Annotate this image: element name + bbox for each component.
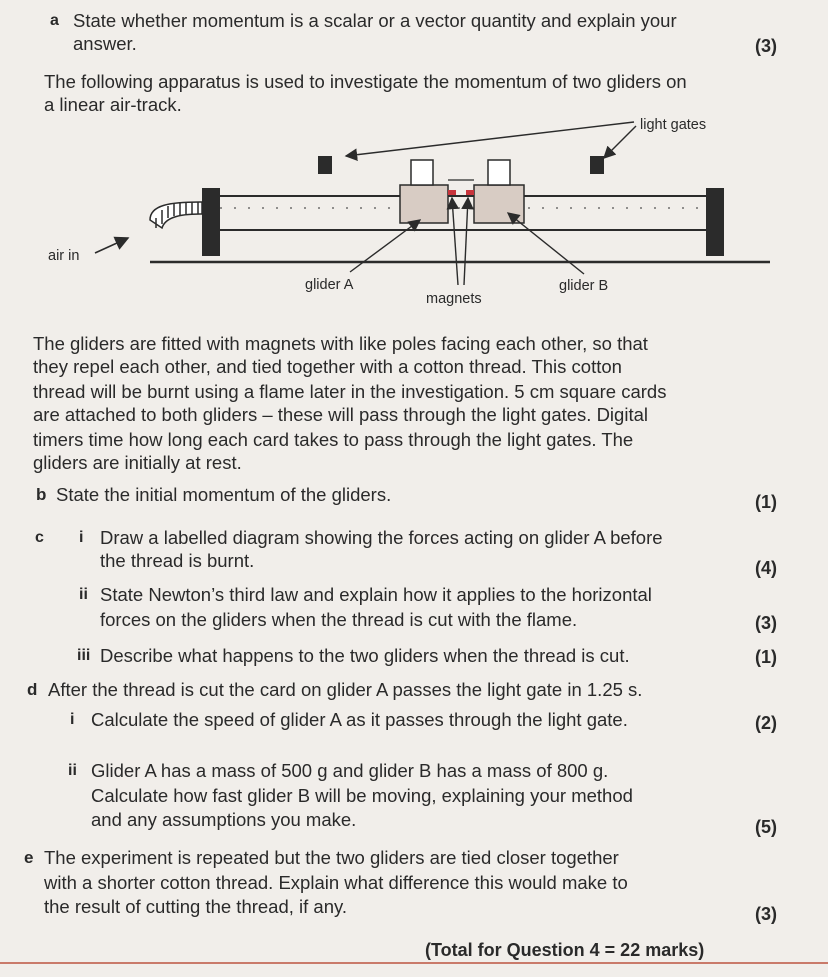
part-e-line1: The experiment is repeated but the two gliders are tied closer together bbox=[44, 847, 619, 868]
part-a-text-line1: State whether momentum is a scalar or a vector quantity and explain your bbox=[73, 10, 677, 31]
part-c-ii-line1: State Newton’s third law and explain how it applies to the horizontal bbox=[100, 584, 652, 605]
part-d-ii-line2: Calculate how fast glider B will be moving, explaining your method bbox=[91, 785, 633, 806]
part-c-i-line2: the thread is burnt. bbox=[100, 550, 255, 571]
part-d-ii-line1: Glider A has a mass of 500 g and glider B has a mass of 800 g. bbox=[91, 760, 609, 781]
part-d-ii-marks: (5) bbox=[755, 817, 777, 837]
label-magnets: magnets bbox=[426, 291, 482, 307]
part-a-letter: a bbox=[50, 12, 59, 29]
part-d-text: After the thread is cut the card on glider A passes the light gate in 1.25 s. bbox=[48, 679, 643, 700]
part-c-letter: c bbox=[35, 529, 44, 546]
part-d-i-marks: (2) bbox=[755, 713, 777, 733]
air-track-diagram bbox=[0, 110, 828, 315]
part-e-line2: with a shorter cotton thread. Explain what difference this would make to bbox=[44, 872, 628, 893]
description-line: The gliders are fitted with magnets with like poles facing each other, so that bbox=[33, 333, 648, 354]
air-hose bbox=[150, 202, 202, 228]
label-glider-b: glider B bbox=[559, 278, 609, 294]
part-b-marks: (1) bbox=[755, 492, 777, 512]
part-a-text-line2: answer. bbox=[73, 33, 137, 54]
part-b-letter: b bbox=[36, 485, 47, 504]
part-a-marks: (3) bbox=[755, 36, 777, 56]
label-air-in: air in bbox=[48, 248, 80, 264]
part-c-ii-marks: (3) bbox=[755, 613, 777, 633]
question-total: (Total for Question 4 = 22 marks) bbox=[425, 940, 705, 960]
part-d-i-num: i bbox=[70, 711, 75, 728]
part-c-i-num: i bbox=[79, 529, 84, 546]
magnet-pointer-a bbox=[452, 198, 458, 285]
label-glider-a: glider A bbox=[305, 277, 354, 293]
glider-a-card bbox=[411, 160, 433, 185]
description-line: thread will be burnt using a flame later in the investigation. 5 cm square cards bbox=[33, 381, 667, 402]
description-line: are attached to both gliders – these will pass through the light gates. Digital bbox=[33, 404, 648, 425]
light-gate-pointer-right bbox=[604, 126, 636, 158]
description-line: they repel each other, and tied together with a cotton thread. This cotton bbox=[33, 356, 622, 377]
part-c-iii-num: iii bbox=[77, 647, 91, 664]
part-d-ii-line3: and any assumptions you make. bbox=[91, 809, 357, 830]
part-e-line3: the result of cutting the thread, if any. bbox=[44, 896, 348, 917]
part-e-letter: e bbox=[24, 848, 34, 867]
glider-a-pointer bbox=[350, 220, 420, 272]
label-light-gates: light gates bbox=[640, 117, 707, 133]
intro-line2: a linear air-track. bbox=[44, 94, 182, 115]
part-c-i-marks: (4) bbox=[755, 558, 777, 578]
part-c-iii-marks: (1) bbox=[755, 647, 777, 667]
magnet-b bbox=[466, 190, 474, 195]
light-gate-left bbox=[318, 156, 332, 174]
air-in-arrow bbox=[95, 238, 128, 253]
right-end-post bbox=[706, 188, 724, 256]
intro-line1: The following apparatus is used to investigate the momentum of two gliders on bbox=[44, 71, 687, 92]
description-line: timers time how long each card takes to pass through the light gates. The bbox=[33, 429, 634, 450]
part-d-letter: d bbox=[27, 680, 38, 699]
light-gate-right bbox=[590, 156, 604, 174]
glider-a-body bbox=[400, 185, 448, 223]
part-c-iii-text: Describe what happens to the two gliders when the thread is cut. bbox=[100, 645, 630, 666]
part-d-ii-num: ii bbox=[68, 762, 77, 779]
glider-b-card bbox=[488, 160, 510, 185]
bottom-divider bbox=[0, 962, 828, 964]
part-c-i-line1: Draw a labelled diagram showing the forces acting on glider A before bbox=[100, 527, 663, 548]
part-e-marks: (3) bbox=[755, 904, 777, 924]
glider-b-pointer bbox=[508, 213, 584, 274]
glider-b-body bbox=[474, 185, 524, 223]
magnet-a bbox=[448, 190, 456, 195]
part-b-text: State the initial momentum of the gliders. bbox=[56, 484, 392, 505]
description-line: gliders are initially at rest. bbox=[33, 452, 242, 473]
part-c-ii-line2: forces on the gliders when the thread is cut with the flame. bbox=[100, 609, 578, 630]
part-d-i-text: Calculate the speed of glider A as it passes through the light gate. bbox=[91, 709, 628, 730]
part-c-ii-num: ii bbox=[79, 586, 88, 603]
light-gate-pointer-left bbox=[346, 122, 634, 156]
magnet-pointer-b bbox=[464, 198, 468, 285]
left-end-post bbox=[202, 188, 220, 256]
